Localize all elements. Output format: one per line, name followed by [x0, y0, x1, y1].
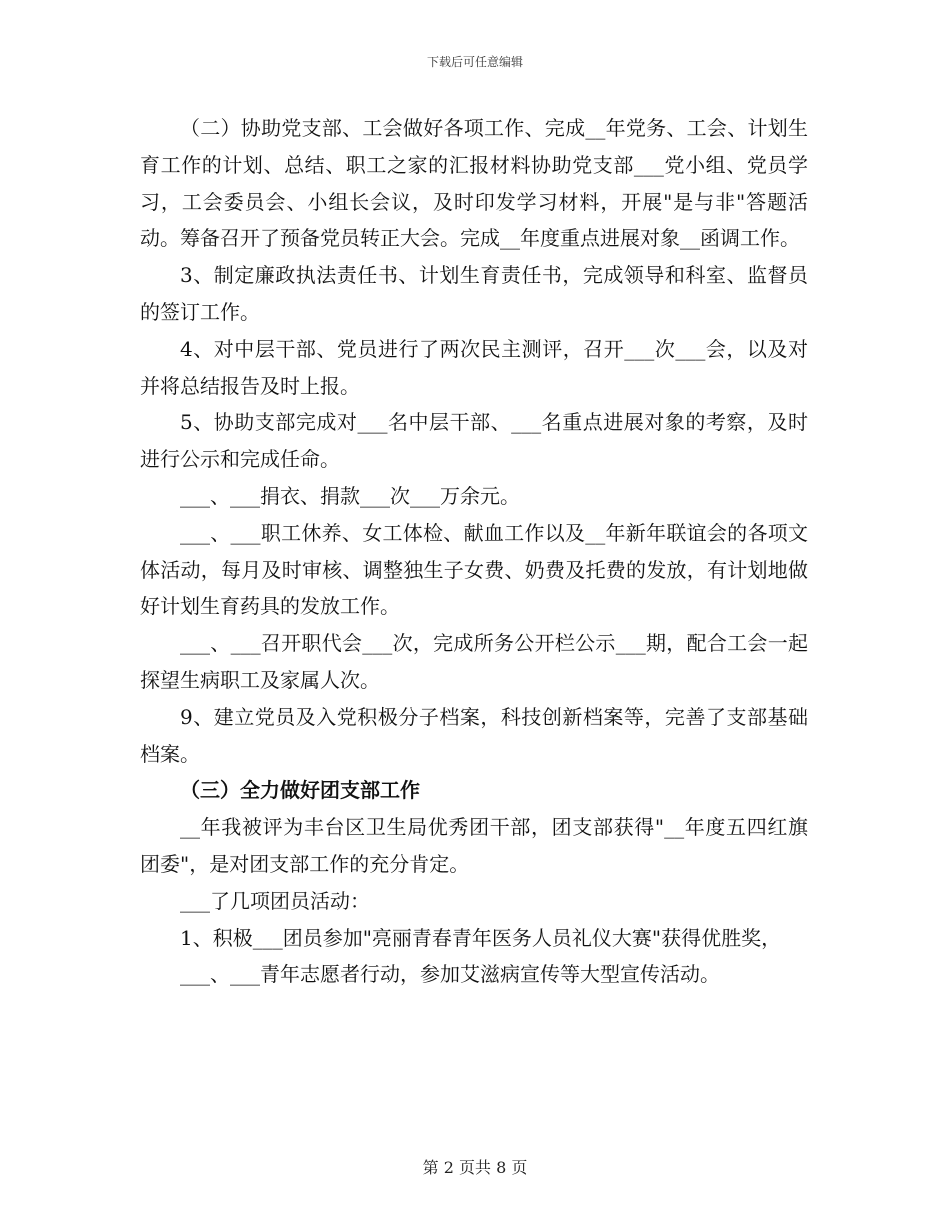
paragraph-item-donations: ___、___捐衣、捐款___次___万余元。 — [180, 483, 520, 508]
paragraph-item-4: 4、对中层干部、党员进行了两次民主测评，召开___次___会，以及对并将总结报告及时上报。 — [140, 336, 808, 398]
paragraph-activities-intro: ___了几项团员活动： — [180, 888, 370, 913]
document-body — [140, 110, 808, 993]
page-footer: 第 2 页共 8 页 — [422, 1158, 528, 1177]
paragraph-item-welfare: ___、___职工休养、女工体检、献血工作以及__年新年联谊会的各项文体活动，每月及时审核、调整独生子女费、奶费及托费的发放，有计划地做好计划生育药具的发放工作。 — [140, 520, 808, 619]
paragraph-activity-volunteer: ___、___青年志愿者行动，参加艾滋病宣传等大型宣传活动。 — [180, 962, 720, 987]
paragraph-item-9: 9、建立党员及入党积极分子档案，科技创新档案等，完善了支部基础档案。 — [140, 704, 808, 766]
paragraph-youth-award: __年我被评为丰台区卫生局优秀团干部，团支部获得"__年度五四红旗团委"，是对团支部工作的充分肯定。 — [140, 815, 808, 876]
section-heading: （三）全力做好团支部工作 — [180, 778, 420, 803]
paragraph-activity-1: 1、积极___团员参加"亮丽青春青年医务人员礼仪大赛"获得优胜奖， — [180, 925, 782, 950]
paragraph-party-union-work: （二）协助党支部、工会做好各项工作、完成__年党务、工会、计划生育工作的计划、总结、职工之家的汇报材料协助党支部___党小组、党员学习，工会委员会、小组长会议，及时印发学习材料，开展"是与非"答题活动。筹备召开了预备党员转正大会。完成__年度重点进展对象__函调工作。 — [140, 116, 808, 251]
paragraph-item-5: 5、协助支部完成对___名中层干部、___名重点进展对象的考察，及时进行公示和完成任命。 — [140, 410, 808, 472]
page-header: 下载后可任意编辑 — [426, 55, 523, 69]
paragraph-item-congress: ___、___召开职代会___次，完成所务公开栏公示___期，配合工会一起探望生病职工及家属人次。 — [140, 631, 808, 692]
paragraph-item-3: 3、制定廉政执法责任书、计划生育责任书，完成领导和科室、监督员的签订工作。 — [140, 263, 808, 324]
